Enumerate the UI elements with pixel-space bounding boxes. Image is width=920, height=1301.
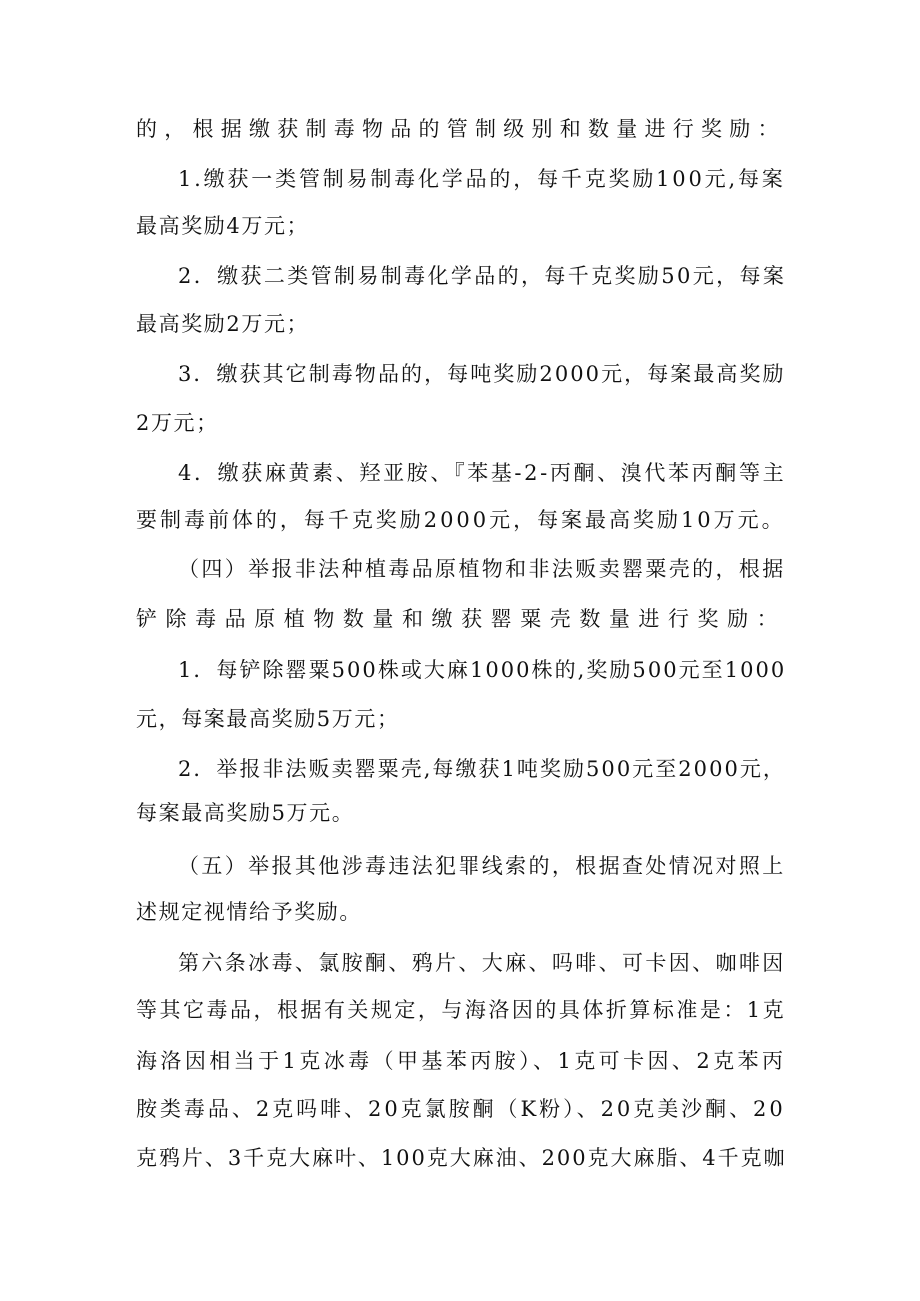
- paragraph-line: （四）举报非法种植毒品原植物和非法贩卖罂粟壳的，根据: [178, 557, 786, 581]
- paragraph-line: 1.缴获一类管制易制毒化学品的，每千克奖励100元,每案: [178, 167, 786, 191]
- paragraph-line: 1．每铲除罂粟500株或大麻1000株的,奖励500元至1000: [178, 658, 787, 682]
- paragraph-line: （五）举报其他涉毒违法犯罪线索的，根据查处情况对照上: [178, 854, 786, 878]
- paragraph-line: 2．缴获二类管制易制毒化学品的，每千克奖励50元，每案: [178, 264, 787, 288]
- paragraph-line: 铲除毒品原植物数量和缴获罂粟壳数量进行奖励：: [136, 607, 787, 631]
- paragraph-line: 等其它毒品，根据有关规定，与海洛因的具体折算标准是：1克: [136, 998, 787, 1022]
- paragraph-line: 述规定视情给予奖励。: [136, 900, 362, 924]
- paragraph-line: 胺类毒品、2克吗啡、20克氯胺酮（K粉）、20克美沙酮、20: [136, 1097, 786, 1121]
- paragraph-line: 最高奖励2万元；: [136, 312, 310, 336]
- paragraph-line: 第六条冰毒、氯胺酮、鸦片、大麻、吗啡、可卡因、咖啡因: [178, 951, 786, 975]
- paragraph-line: 2万元；: [136, 411, 219, 435]
- paragraph-line: 要制毒前体的，每千克奖励2000元，每案最高奖励10万元。: [136, 508, 786, 532]
- paragraph-line: 3．缴获其它制毒物品的，每吨奖励2000元，每案最高奖励: [178, 362, 786, 386]
- paragraph-line: 元，每案最高奖励5万元；: [136, 707, 400, 731]
- paragraph-line: 的，根据缴获制毒物品的管制级别和数量进行奖励：: [136, 117, 786, 141]
- paragraph-line: 每案最高奖励5万元。: [136, 801, 355, 825]
- paragraph-line: 克鸦片、3千克大麻叶、100克大麻油、200克大麻脂、4千克咖: [136, 1146, 787, 1170]
- paragraph-line: 2．举报非法贩卖罂粟壳,每缴获1吨奖励500元至2000元，: [178, 757, 786, 781]
- paragraph-line: 4．缴获麻黄素、羟亚胺、『苯基-2-丙酮、溴代苯丙酮等主: [178, 461, 787, 485]
- paragraph-line: 海洛因相当于1克冰毒（甲基苯丙胺）、1克可卡因、2克苯丙: [136, 1049, 787, 1073]
- paragraph-line: 最高奖励4万元；: [136, 214, 310, 238]
